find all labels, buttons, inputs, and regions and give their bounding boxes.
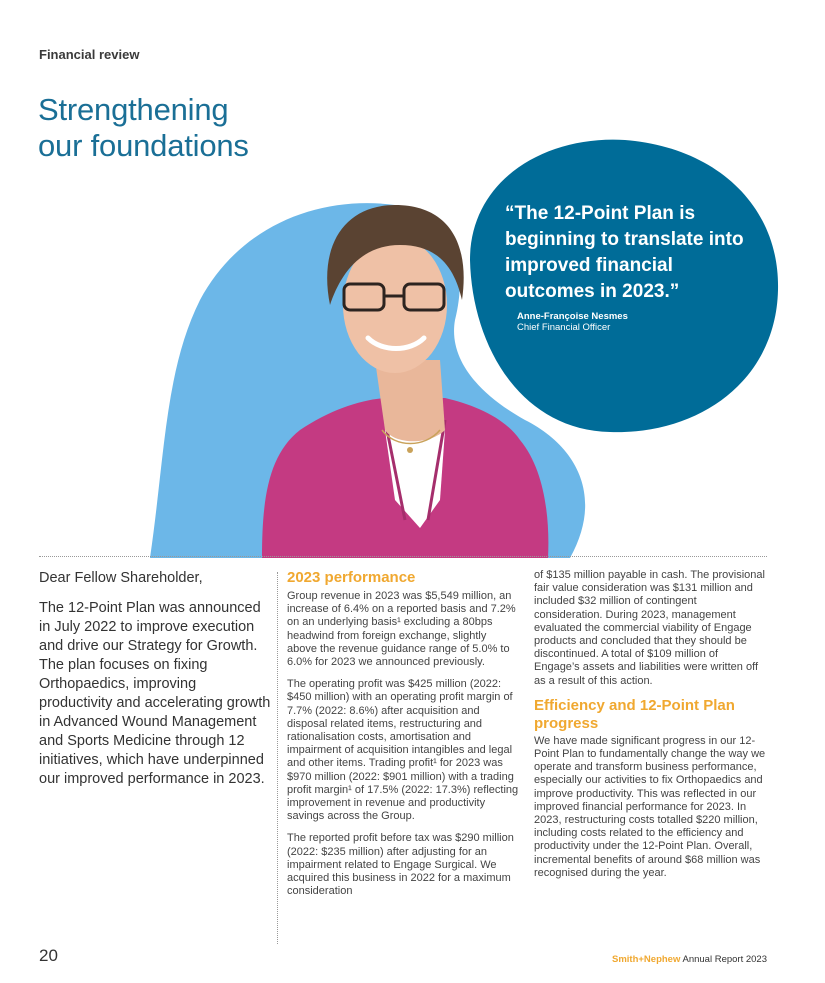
horizontal-divider xyxy=(39,556,767,557)
column-divider xyxy=(277,572,278,944)
performance-paragraph-4: of $135 million payable in cash. The provisional fair value consideration was $131 million and included $32 million of contingent consideration. During 2023, management evaluated the commercial viability of Engage products and concluded that they should be discontinued. A total of $109 million of Engage’s assets and liabilities were written off as a result of this action. xyxy=(534,569,765,687)
performance-heading: 2023 performance xyxy=(287,569,416,586)
efficiency-column xyxy=(534,569,766,880)
page-title-line-1: Strengthening xyxy=(38,92,229,127)
efficiency-paragraph-1: We have made significant progress in our 12-Point Plan to fundamentally change the way we operate and transform business performance, especially our activities to fix Orthopaedics and improve productivity. This was reflected in our improved financial performance for 2023. In 2023, restructuring costs totalled $220 million, including costs related to the efficiency and productivity under the 12-Point Plan. Overall, incremental benefits of around $68 million was recognised during the year. xyxy=(534,734,766,879)
performance-paragraph-3: The reported profit before tax was $290 million (2022: $235 million) after adjusting for an impairment related to Engage Surgical. We acquired this business in 2022 for a maximum consideration xyxy=(287,832,514,898)
neck xyxy=(375,360,445,441)
footer-report-title xyxy=(612,954,767,965)
quote-author-role: Chief Financial Officer xyxy=(517,322,611,333)
letter-greeting: Dear Fellow Shareholder, xyxy=(39,570,203,586)
report-name: Annual Report 2023 xyxy=(680,954,767,965)
quote-author-name: Anne-Françoise Nesmes xyxy=(517,311,628,322)
efficiency-heading: Efficiency and 12-Point Plan progress xyxy=(534,696,735,732)
page-number: 20 xyxy=(39,946,58,965)
brand-logo-text: Smith+Nephew xyxy=(612,954,681,965)
performance-paragraph-1: Group revenue in 2023 was $5,549 million, an increase of 6.4% on a reported basis and 7.2% on an underlying basis¹ excluding a 80bps headwind from foreign exchange, slightly above the revenue guidance range of 5.0% to 6.0% for 2023 we announced previously. xyxy=(287,590,516,669)
performance-paragraph-2: The operating profit was $425 million (2022: $450 million) with an operating profit margin of 7.7% (2022: 8.6%) after acquisition and disposal related items, restructuring and rationalisation costs, amortisation and impairment of acquisition intangibles and legal and other items. Trading profit¹ for 2023 was $970 million (2022: $901 million) with a trading profit margin¹ of 17.5% (2022: 17.3%) reflecting improvement in revenue and productivity savings across the Group. xyxy=(287,678,519,823)
page-title-line-2: our foundations xyxy=(38,128,249,163)
letter-column xyxy=(39,569,271,789)
quote-text: “The 12-Point Plan is beginning to translate into improved financial outcomes in 2023.” xyxy=(505,203,744,302)
section-label: Financial review xyxy=(39,47,140,62)
pull-quote xyxy=(505,201,765,333)
letter-body: The 12-Point Plan was announced in July 2022 to improve execution and drive our Strategy for Growth. The plan focuses on fixing Orthopaedics, improving productivity and accelerating growth in Advanced Wound Management and Sports Medicine through 12 initiatives, which have underpinned our improved performance in 2023. xyxy=(39,600,271,787)
performance-column xyxy=(287,569,519,898)
